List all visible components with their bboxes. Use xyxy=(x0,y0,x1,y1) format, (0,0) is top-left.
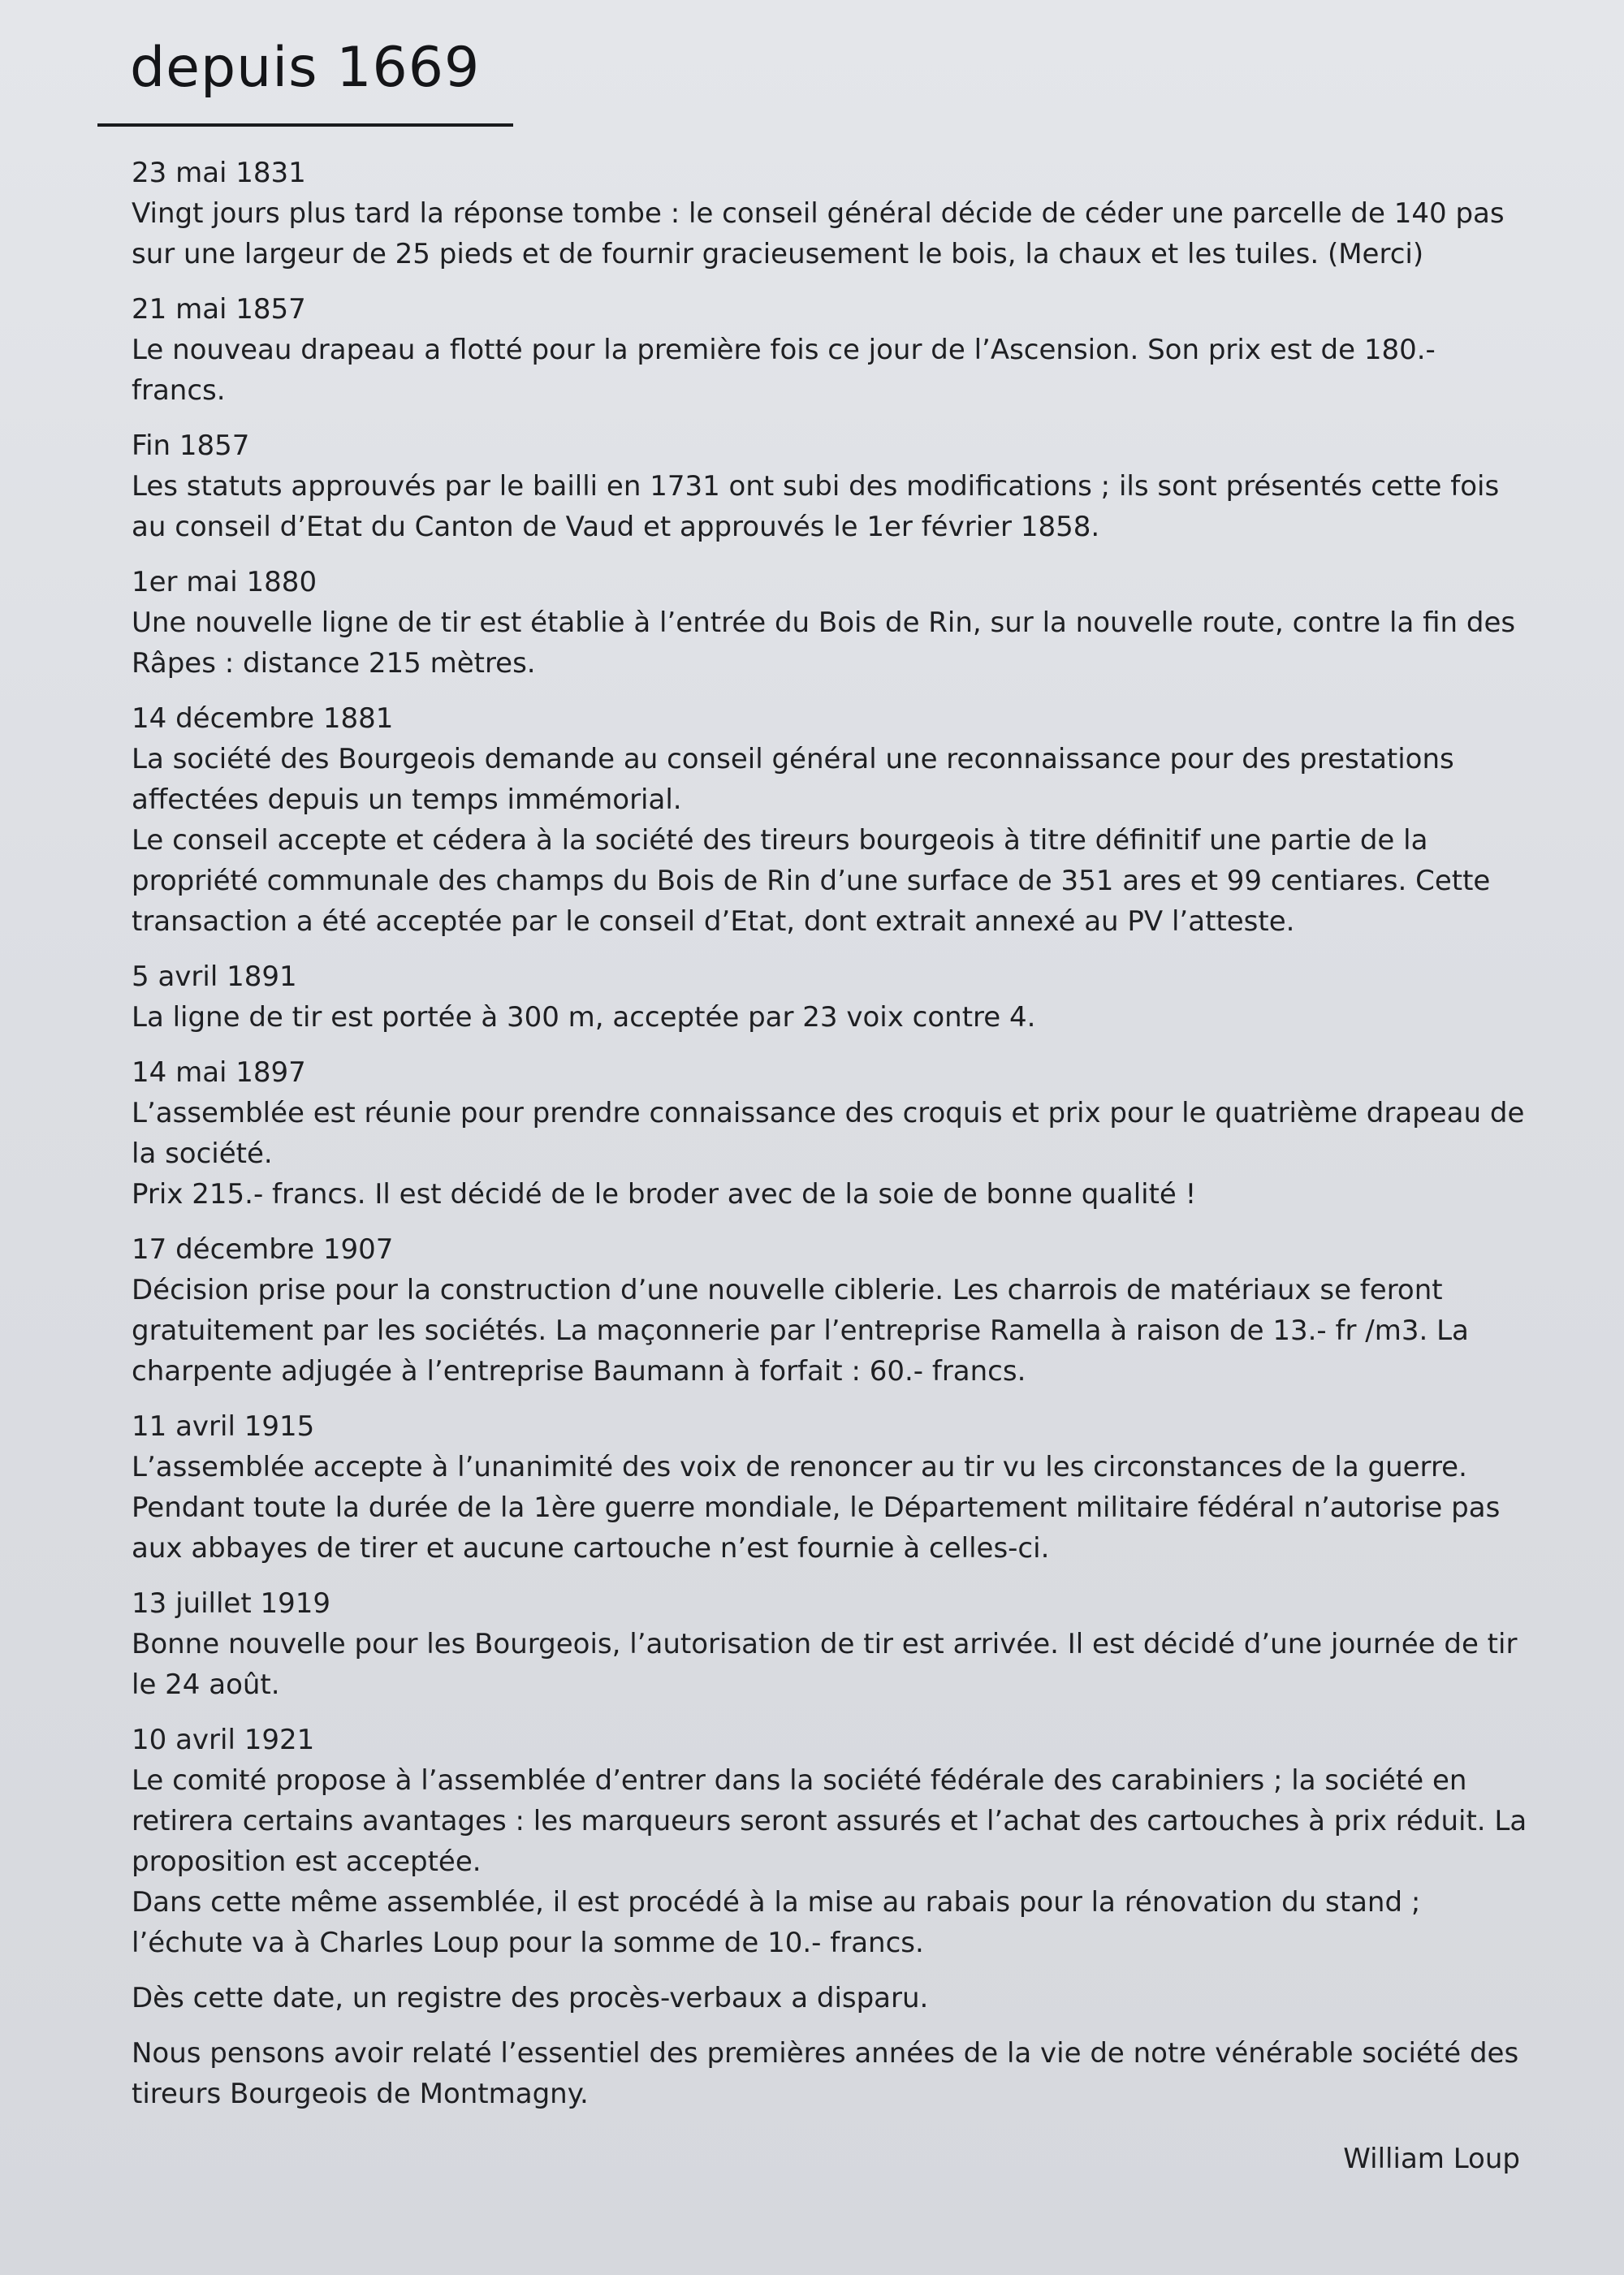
chronicle-entry xyxy=(132,956,1528,1038)
chronicle-entry xyxy=(132,289,1528,411)
entry-text: L’assemblée est réunie pour prendre connaissance des croquis et prix pour le quatrième drapeau de la société. xyxy=(132,1097,1525,1170)
entry-date: 23 mai 1831 xyxy=(132,157,306,189)
entry-date: 1er mai 1880 xyxy=(132,566,317,598)
entry-date: 21 mai 1857 xyxy=(132,293,306,326)
chronicle-entry xyxy=(132,153,1528,274)
closing-paragraph: Dès cette date, un registre des procès-verbaux a disparu. xyxy=(132,1982,929,2014)
entry-text: L’assemblée accepte à l’unanimité des voix de renoncer au tir vu les circonstances de la guerre. Pendant toute la durée de la 1ère guerre mondiale, le Département militaire fédéral n’autorise pas aux abbayes de tirer et aucune cartouche n’est fournie à celles-ci. xyxy=(132,1451,1501,1565)
entry-text: Le comité propose à l’assemblée d’entrer dans la société fédérale des carabiniers ; la société en retirera certains avantages : les marqueurs seront assurés et l’achat des cartouches à prix réduit. La proposition est acceptée. xyxy=(132,1764,1527,1878)
chronicle-entry xyxy=(132,425,1528,547)
entry-text: Dans cette même assemblée, il est procédé à la mise au rabais pour la rénovation du stand ; l’échute va à Charles Loup pour la somme de 10.- francs. xyxy=(132,1886,1421,1959)
entry-date: 10 avril 1921 xyxy=(132,1724,315,1756)
entry-text: Prix 215.- francs. Il est décidé de le broder avec de la soie de bonne qualité ! xyxy=(132,1178,1197,1211)
entry-text: Une nouvelle ligne de tir est établie à l’entrée du Bois de Rin, sur la nouvelle route, contre la fin des Râpes : distance 215 mètres. xyxy=(132,607,1516,680)
entry-date: 14 décembre 1881 xyxy=(132,702,394,735)
entry-text: Le nouveau drapeau a flotté pour la première fois ce jour de l’Ascension. Son prix est de 180.- francs. xyxy=(132,334,1436,407)
entry-text: Décision prise pour la construction d’une nouvelle ciblerie. Les charrois de matériaux se feront gratuitement par les sociétés. La maçonnerie par l’entreprise Ramella à raison de 13.- fr /m3. La charpente adjugée à l’entreprise Baumann à forfait : 60.- francs. xyxy=(132,1274,1469,1388)
entry-date: 17 décembre 1907 xyxy=(132,1233,394,1266)
closing-section xyxy=(132,1978,1528,2114)
chronicle-entry xyxy=(132,1406,1528,1569)
entry-text: La ligne de tir est portée à 300 m, acceptée par 23 voix contre 4. xyxy=(132,1001,1036,1034)
entry-date: 14 mai 1897 xyxy=(132,1056,306,1089)
entry-date: Fin 1857 xyxy=(132,430,250,462)
chronicle-entry xyxy=(132,1583,1528,1705)
entry-text: Vingt jours plus tard la réponse tombe : le conseil général décide de céder une parcelle de 140 pas sur une largeur de 25 pieds et de fournir gracieusement le bois, la chaux et les tuiles. (Merci) xyxy=(132,197,1505,270)
chronicle-entry xyxy=(132,562,1528,684)
chronicle-entry xyxy=(132,1229,1528,1392)
entry-date: 13 juillet 1919 xyxy=(132,1587,330,1620)
chronicle-entry xyxy=(132,1052,1528,1215)
page-title: depuis 1669 xyxy=(130,36,481,100)
entry-text: Bonne nouvelle pour les Bourgeois, l’autorisation de tir est arrivée. Il est décidé d’une journée de tir le 24 août. xyxy=(132,1628,1518,1701)
entry-text: Le conseil accepte et cédera à la société des tireurs bourgeois à titre définitif une partie de la propriété communale des champs du Bois de Rin d’une surface de 351 ares et 99 centiares. Cette transaction a été acceptée par le conseil d’Etat, dont extrait annexé au PV l’atteste. xyxy=(132,824,1491,938)
entry-date: 5 avril 1891 xyxy=(132,961,297,993)
chronicle-entry xyxy=(132,1720,1528,1963)
document-body xyxy=(132,153,1528,2129)
entry-text: Les statuts approuvés par le bailli en 1731 ont subi des modifications ; ils sont présentés cette fois au conseil d’Etat du Canton de Vaud et approuvés le 1er février 1858. xyxy=(132,470,1500,543)
signature: William Loup xyxy=(1343,2143,1520,2175)
chronicle-entry xyxy=(132,698,1528,942)
entry-date: 11 avril 1915 xyxy=(132,1410,315,1443)
entry-list xyxy=(132,153,1528,1963)
title-underline xyxy=(97,123,513,127)
entry-text: La société des Bourgeois demande au conseil général une reconnaissance pour des prestations affectées depuis un temps immémorial. xyxy=(132,743,1454,816)
closing-paragraph: Nous pensons avoir relaté l’essentiel des premières années de la vie de notre vénérable société des tireurs Bourgeois de Montmagny. xyxy=(132,2037,1519,2110)
